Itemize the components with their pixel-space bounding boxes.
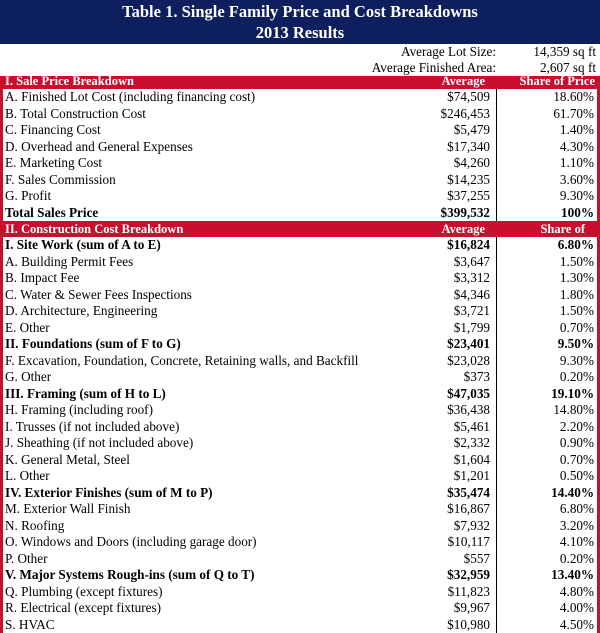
row-average-value: $3,312 — [454, 270, 490, 287]
row-item-label: D. Overhead and General Expenses — [5, 139, 193, 156]
table-row — [3, 584, 597, 601]
row-item-label: V. Major Systems Rough-ins (sum of Q to T) — [5, 567, 254, 584]
row-share-value: 100% — [561, 205, 594, 222]
row-average-value: $246,453 — [441, 106, 490, 123]
table-row — [3, 452, 597, 469]
row-share-value: 6.80% — [558, 237, 594, 254]
construction-section — [0, 224, 600, 633]
subtotal-row — [3, 336, 597, 353]
table-title — [0, 0, 600, 44]
row-average-value: $36,438 — [447, 402, 490, 419]
row-item-label: E. Marketing Cost — [5, 155, 102, 172]
row-average-value: $35,474 — [447, 485, 490, 502]
row-average-value: $74,509 — [447, 89, 490, 106]
row-item-label: D. Architecture, Engineering — [5, 303, 157, 320]
row-average-value: $23,028 — [447, 353, 490, 370]
row-item-label: I. Site Work (sum of A to E) — [5, 237, 161, 254]
row-average-value: $5,479 — [454, 122, 490, 139]
table-row — [3, 188, 597, 205]
construction-col-average: Average — [442, 224, 486, 235]
subtotal-row — [3, 205, 597, 222]
sale-price-rows — [3, 89, 597, 221]
row-item-label: A. Building Permit Fees — [5, 254, 133, 271]
row-average-value: $3,647 — [454, 254, 490, 271]
row-share-value: 18.60% — [553, 89, 594, 106]
table-row — [3, 320, 597, 337]
sale-price-col-share: Share of Price — [520, 76, 595, 87]
row-item-label: Total Sales Price — [5, 205, 98, 222]
table-row — [3, 155, 597, 172]
row-average-value: $557 — [464, 551, 490, 568]
row-item-label: IV. Exterior Finishes (sum of M to P) — [5, 485, 213, 502]
row-share-value: 0.90% — [560, 435, 594, 452]
table-row — [3, 270, 597, 287]
table-row — [3, 287, 597, 304]
row-share-value: 4.00% — [560, 600, 594, 617]
row-item-label: III. Framing (sum of H to L) — [5, 386, 166, 403]
row-average-value: $1,799 — [454, 320, 490, 337]
table-row — [3, 369, 597, 386]
row-share-value: 19.10% — [551, 386, 594, 403]
row-item-label: F. Sales Commission — [5, 172, 116, 189]
row-share-value: 0.20% — [560, 551, 594, 568]
table-row — [3, 303, 597, 320]
table-row — [3, 534, 597, 551]
sale-price-header — [3, 76, 597, 89]
row-item-label: J. Sheathing (if not included above) — [5, 435, 193, 452]
row-share-value: 4.10% — [560, 534, 594, 551]
lot-size-label: Average Lot Size: — [401, 44, 496, 60]
table-row — [3, 172, 597, 189]
table-row — [3, 353, 597, 370]
table-row — [3, 551, 597, 568]
construction-heading: II. Construction Cost Breakdown — [5, 224, 183, 235]
row-item-label: G. Profit — [5, 188, 51, 205]
summary-block — [0, 44, 600, 76]
row-average-value: $11,823 — [448, 584, 490, 601]
row-item-label: I. Trusses (if not included above) — [5, 419, 179, 436]
table-row — [3, 122, 597, 139]
row-share-value: 1.10% — [560, 155, 594, 172]
row-share-value: 0.70% — [560, 452, 594, 469]
lot-size-value: 14,359 sq ft — [533, 44, 596, 60]
table-row — [3, 254, 597, 271]
table-row — [3, 106, 597, 123]
row-item-label: C. Water & Sewer Fees Inspections — [5, 287, 192, 304]
row-share-value: 9.30% — [560, 188, 594, 205]
row-item-label: L. Other — [5, 468, 50, 485]
table-row — [3, 419, 597, 436]
row-average-value: $10,980 — [447, 617, 490, 633]
row-average-value: $4,260 — [454, 155, 490, 172]
row-share-value: 13.40% — [551, 567, 594, 584]
row-average-value: $1,201 — [454, 468, 490, 485]
row-share-value: 1.50% — [560, 303, 594, 320]
table-title-line2: 2013 Results — [0, 22, 600, 43]
row-item-label: C. Financing Cost — [5, 122, 101, 139]
row-average-value: $373 — [464, 369, 490, 386]
table-row — [3, 435, 597, 452]
row-item-label: H. Framing (including roof) — [5, 402, 153, 419]
row-share-value: 3.20% — [560, 518, 594, 535]
row-item-label: A. Finished Lot Cost (including financing cost) — [5, 89, 255, 106]
row-average-value: $47,035 — [447, 386, 490, 403]
row-average-value: $1,604 — [454, 452, 490, 469]
table-row — [3, 402, 597, 419]
row-item-label: E. Other — [5, 320, 50, 337]
row-share-value: 1.80% — [560, 287, 594, 304]
row-item-label: B. Total Construction Cost — [5, 106, 146, 123]
row-average-value: $9,967 — [454, 600, 490, 617]
row-share-value: 14.40% — [551, 485, 594, 502]
row-item-label: II. Foundations (sum of F to G) — [5, 336, 181, 353]
row-item-label: P. Other — [5, 551, 48, 568]
row-item-label: F. Excavation, Foundation, Concrete, Retaining walls, and Backfill — [5, 353, 358, 370]
row-share-value: 4.30% — [560, 139, 594, 156]
row-average-value: $5,461 — [454, 419, 490, 436]
table-row — [3, 89, 597, 106]
row-average-value: $14,235 — [447, 172, 490, 189]
row-item-label: M. Exterior Wall Finish — [5, 501, 130, 518]
table-row — [3, 617, 597, 633]
construction-rows — [3, 237, 597, 633]
row-share-value: 3.60% — [560, 172, 594, 189]
subtotal-row — [3, 386, 597, 403]
sale-price-col-average: Average — [442, 76, 486, 87]
subtotal-row — [3, 567, 597, 584]
row-item-label: O. Windows and Doors (including garage door) — [5, 534, 257, 551]
row-item-label: S. HVAC — [5, 617, 55, 633]
row-item-label: G. Other — [5, 369, 51, 386]
row-average-value: $32,959 — [447, 567, 490, 584]
row-average-value: $7,932 — [454, 518, 490, 535]
subtotal-row — [3, 237, 597, 254]
row-item-label: Q. Plumbing (except fixtures) — [5, 584, 162, 601]
table-row — [3, 501, 597, 518]
table-row — [3, 139, 597, 156]
table-row — [3, 468, 597, 485]
row-share-value: 0.50% — [560, 468, 594, 485]
row-share-value: 2.20% — [560, 419, 594, 436]
row-average-value: $399,532 — [441, 205, 490, 222]
row-share-value: 4.80% — [560, 584, 594, 601]
row-share-value: 0.20% — [560, 369, 594, 386]
row-share-value: 9.30% — [560, 353, 594, 370]
row-average-value: $37,255 — [447, 188, 490, 205]
finished-area-value: 2,607 sq ft — [540, 60, 596, 76]
row-average-value: $10,117 — [448, 534, 490, 551]
finished-area-label: Average Finished Area: — [372, 60, 496, 76]
row-share-value: 61.70% — [553, 106, 594, 123]
row-item-label: N. Roofing — [5, 518, 64, 535]
construction-col-share: Share of — [540, 224, 585, 235]
row-average-value: $16,867 — [447, 501, 490, 518]
row-average-value: $4,346 — [454, 287, 490, 304]
row-share-value: 9.50% — [558, 336, 594, 353]
subtotal-row — [3, 485, 597, 502]
row-share-value: 1.30% — [560, 270, 594, 287]
row-average-value: $23,401 — [447, 336, 490, 353]
table-row — [3, 518, 597, 535]
row-share-value: 6.80% — [560, 501, 594, 518]
table-row — [3, 600, 597, 617]
row-average-value: $3,721 — [454, 303, 490, 320]
row-average-value: $17,340 — [447, 139, 490, 156]
row-share-value: 14.80% — [553, 402, 594, 419]
construction-header — [3, 224, 597, 237]
table-title-line1: Table 1. Single Family Price and Cost Breakdowns — [0, 1, 600, 22]
row-share-value: 1.40% — [560, 122, 594, 139]
row-item-label: K. General Metal, Steel — [5, 452, 130, 469]
sale-price-heading: I. Sale Price Breakdown — [5, 76, 134, 87]
row-share-value: 0.70% — [560, 320, 594, 337]
sale-price-section — [0, 76, 600, 224]
row-average-value: $2,332 — [454, 435, 490, 452]
row-item-label: R. Electrical (except fixtures) — [5, 600, 161, 617]
row-item-label: B. Impact Fee — [5, 270, 79, 287]
row-share-value: 1.50% — [560, 254, 594, 271]
row-average-value: $16,824 — [447, 237, 490, 254]
row-share-value: 4.50% — [560, 617, 594, 633]
